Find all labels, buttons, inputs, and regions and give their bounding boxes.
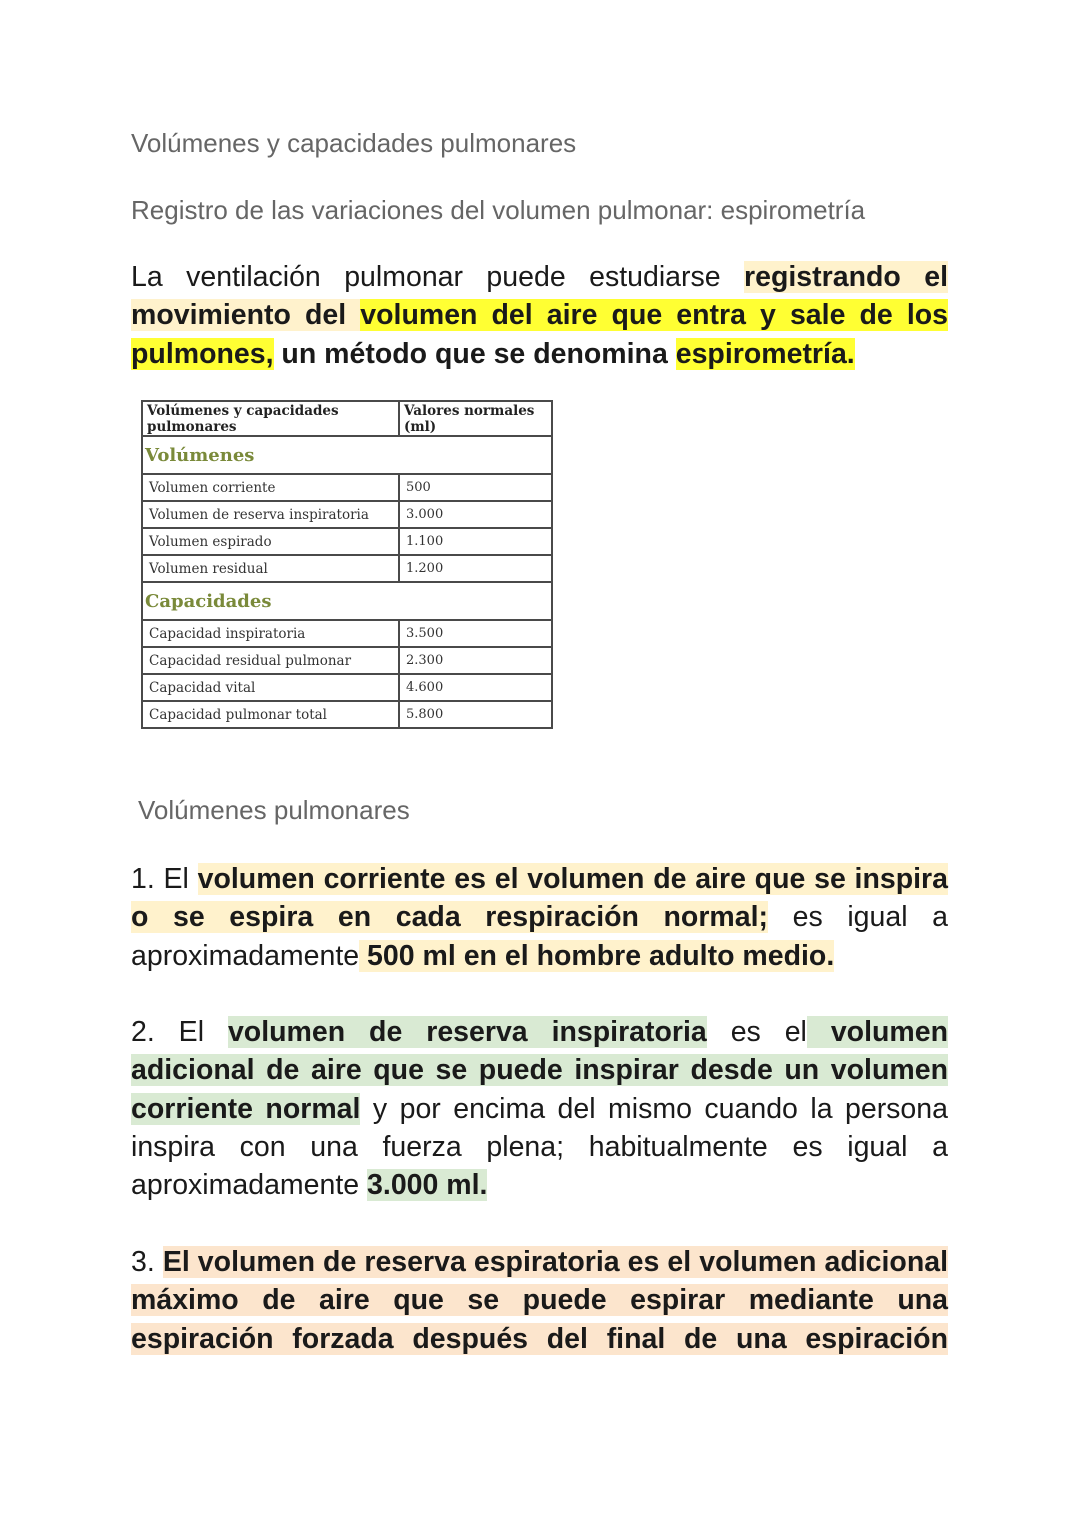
item-highlight: 500 ml en el hombre adulto medio. <box>359 939 835 972</box>
table-cell-value: 1.200 <box>399 555 552 582</box>
table-row <box>142 528 552 555</box>
item-text: es el <box>706 1016 807 1048</box>
table-cell-label: Capacidad residual pulmonar <box>142 647 399 674</box>
table-header-cell: Valores normales (ml) <box>399 401 552 436</box>
table-row <box>142 620 552 647</box>
list-item <box>131 1243 948 1358</box>
item-number: 3. <box>131 1246 163 1278</box>
table-cell-value: 3.000 <box>399 501 552 528</box>
table-cell-label: Volumen corriente <box>142 474 399 501</box>
table-row <box>142 501 552 528</box>
table-section-row <box>142 582 552 620</box>
item-number: 1. El <box>131 863 198 895</box>
table-cell-label: Volumen espirado <box>142 528 399 555</box>
table-cell-value: 5.800 <box>399 701 552 728</box>
item-highlight: El volumen de reserva espiratoria es el volumen adicional máximo de aire que se puede espirar mediante una espiración forzada después del final de una espiración <box>131 1246 948 1355</box>
spirometry-table <box>141 400 553 729</box>
table-cell-label: Volumen residual <box>142 555 399 582</box>
table-cell-value: 4.600 <box>399 674 552 701</box>
list-item <box>131 860 948 975</box>
table-row <box>142 474 552 501</box>
table-section-title: Capacidades <box>142 582 552 620</box>
section-heading: Volúmenes pulmonares <box>138 795 410 825</box>
item-highlight: volumen de reserva inspiratoria <box>227 1016 707 1048</box>
table-header-row <box>142 401 552 436</box>
item-text: es igual a aproximadamente <box>131 901 949 972</box>
list-item <box>131 1013 948 1204</box>
item-highlight: volumen corriente es el volumen de aire que se inspira o se espira en cada respiración normal; <box>131 863 948 934</box>
table-cell-label: Capacidad pulmonar total <box>142 701 399 728</box>
table-row <box>142 647 552 674</box>
item-number: 2. El <box>131 1016 228 1048</box>
table-row <box>142 701 552 728</box>
spirometry-table-figure <box>141 400 553 729</box>
table-cell-label: Capacidad inspiratoria <box>142 620 399 647</box>
table-row <box>142 674 552 701</box>
table-cell-value: 2.300 <box>399 647 552 674</box>
table-cell-value: 500 <box>399 474 552 501</box>
table-cell-label: Capacidad vital <box>142 674 399 701</box>
table-header-cell: Volúmenes y capacidades pulmonares <box>142 401 399 436</box>
table-section-row <box>142 436 552 474</box>
table-cell-value: 1.100 <box>399 528 552 555</box>
table-section-title: Volúmenes <box>142 436 552 474</box>
intro-text-4: un método que se denomina <box>273 337 676 370</box>
item-highlight: 3.000 ml. <box>367 1169 488 1202</box>
table-cell-label: Volumen de reserva inspiratoria <box>142 501 399 528</box>
table-cell-value: 3.500 <box>399 620 552 647</box>
page-title: Volúmenes y capacidades pulmonares <box>131 128 577 158</box>
item-highlight: volumen adicional de aire que se puede inspirar desde un volumen corriente normal <box>131 1016 949 1125</box>
intro-highlight-2: volumen del aire que entra y sale de los pulmones, <box>131 299 949 370</box>
table-row <box>142 555 552 582</box>
page-subtitle: Registro de las variaciones del volumen pulmonar: espirometría <box>131 195 866 225</box>
intro-text-1: La ventilación pulmonar puede estudiarse <box>131 261 745 293</box>
intro-highlight-1: registrando el movimiento del <box>131 261 948 332</box>
intro-paragraph <box>131 258 948 373</box>
item-text: y por encima del mismo cuando la persona inspira con una fuerza plena; habitualmente es igual a aproximadamente <box>131 1092 948 1202</box>
intro-highlight-3: espirometría. <box>675 337 855 370</box>
